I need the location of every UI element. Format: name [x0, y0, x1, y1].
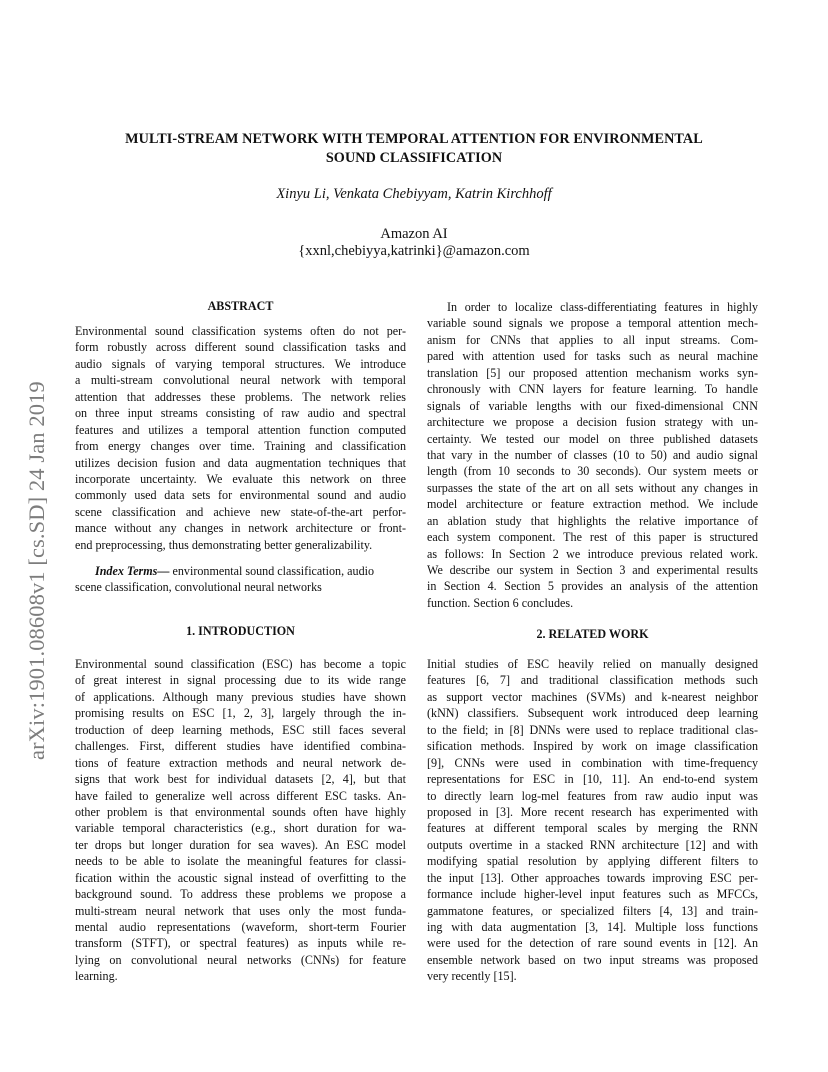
- intro-line: of applications. Although many previous studies have shown: [75, 689, 406, 704]
- intro-cont-line: chronously with CNN layers for feature learning. To handle: [427, 382, 758, 397]
- intro-line: mental audio representations (waveform, short-term Fourier: [75, 920, 406, 934]
- introduction-body: [75, 656, 406, 985]
- related-line: as support vector machines (SVMs) and k-nearest neighbor: [427, 689, 758, 704]
- abstract-body: [75, 323, 406, 553]
- related-line: representations for ESC in [10, 11]. An end-to-end system: [427, 772, 758, 787]
- index-terms-line-1: [75, 563, 406, 579]
- related-line: to the field; in [8] DNNs were used to replace traditional clas-: [427, 722, 758, 737]
- intro-cont-line: certainty. We tested our model on three published datasets: [427, 431, 758, 446]
- abstract-line: scene classification and achieve new state-of-the-art perfor-: [75, 504, 406, 519]
- author-list: Xinyu Li, Venkata Chebiyyam, Katrin Kirchhoff: [276, 186, 552, 202]
- author-emails: {xxnl,chebiyya,katrinki}@amazon.com: [298, 243, 530, 259]
- affiliation-block: [60, 226, 768, 260]
- intro-line: fication within the acoustic signal instead of overfitting to the: [75, 870, 406, 885]
- related-line: were used for the detection of rare sound events in [12]. An: [427, 936, 758, 951]
- abstract-line: attention that addresses these problems. The network relies: [75, 389, 406, 404]
- index-terms-line-2: scene classification, convolutional neural networks: [75, 580, 322, 595]
- index-terms: [75, 563, 406, 596]
- related-line: sification methods. Inspired by work on image classification: [427, 739, 758, 754]
- intro-line: Environmental sound classification (ESC) has become a topic: [75, 657, 406, 671]
- intro-cont-line: function. Section 6 concludes.: [427, 595, 574, 610]
- intro-cont-line: an ablation study that highlights the relative importance of: [427, 513, 758, 528]
- abstract-line: audio signals of varying temporal structures. We introduce: [75, 356, 406, 371]
- related-line: the input [13]. Other approaches towards improving ESC per-: [427, 870, 758, 885]
- related-line: features [6, 7] and traditional classification methods such: [427, 673, 758, 688]
- intro-cont-line: surpasses the state of the art on all sets without any changes in: [427, 480, 758, 495]
- related-line: gammatone features, or specialized filters [4, 13] and train-: [427, 903, 758, 918]
- intro-cont-line: each system component. The rest of this paper is structured: [427, 530, 758, 545]
- related-line: Initial studies of ESC heavily relied on manually designed: [427, 657, 758, 671]
- intro-line: background sound. To address these problems we propose a: [75, 887, 406, 902]
- related-line: proposed in [3]. More recent research has experimented with: [427, 804, 758, 819]
- intro-cont-line: length (from 10 seconds to 30 seconds). Our system meets or: [427, 464, 758, 479]
- intro-line: tions of feature extraction methods and neural network de-: [75, 755, 406, 770]
- related-work-heading: 2. RELATED WORK: [536, 627, 649, 641]
- abstract-line: form robustly across different sound classification tasks and: [75, 340, 406, 355]
- intro-cont-line: model architecture or feature extraction method. We include: [427, 497, 758, 512]
- intro-cont-line: signals of variable lengths with our fixed-dimensional CNN: [427, 398, 758, 413]
- related-line: formance include higher-level input features such as MFCCs,: [427, 887, 758, 902]
- related-line: modifying spatial resolution by applying different filters to: [427, 854, 758, 869]
- abstract-line: utilizes decision fusion and data augmentation techniques that: [75, 455, 406, 470]
- index-terms-text-1: environmental sound classification, audio: [169, 564, 375, 578]
- intro-line: promising results on ESC [1, 2, 3], largely through the in-: [75, 706, 406, 721]
- intro-cont-line: In order to localize class-differentiating features in highly: [447, 300, 758, 314]
- intro-line: variable temporal characteristics (e.g., short duration for wa-: [75, 821, 406, 836]
- intro-line: have failed to generalize well across different ESC tasks. An-: [75, 788, 406, 803]
- introduction-heading: 1. INTRODUCTION: [186, 624, 295, 638]
- related-line: ing with data augmentation [3, 14]. Multiple loss functions: [427, 920, 758, 934]
- related-line: [9], CNNs were used in combination with time-frequency: [427, 755, 758, 770]
- abstract-line: commonly used data sets for environmental sound and audio: [75, 488, 406, 503]
- intro-line: learning.: [75, 969, 118, 984]
- abstract-line: mance without any changes in network architecture or front-: [75, 521, 406, 536]
- abstract-line: end preprocessing, thus demonstrating better generalizability.: [75, 537, 373, 552]
- abstract-line: on three input streams consisting of raw audio and spectral: [75, 406, 406, 421]
- title-line-2: SOUND CLASSIFICATION: [325, 150, 503, 166]
- intro-line: ter drops but longer duration for sea waves). An ESC model: [75, 837, 406, 852]
- affiliation: Amazon AI: [380, 226, 448, 242]
- intro-line: needs to be able to isolate the meaningful features for classi-: [75, 854, 406, 869]
- related-line: to directly learn log-mel features from raw audio input was: [427, 788, 758, 803]
- related-line: ensemble network based on two input streams was proposed: [427, 952, 758, 967]
- intro-cont-line: architecture we propose a decision fusion strategy with un-: [427, 415, 758, 430]
- intro-line: challenges. First, different studies have identified combina-: [75, 739, 406, 754]
- abstract-line: incorporate uncertainty. We evaluate this network on three: [75, 471, 406, 486]
- intro-line: of great interest in signal processing due to its wide range: [75, 673, 406, 688]
- related-line: features at different temporal scales by merging the RNN: [427, 821, 758, 836]
- index-terms-label: Index Terms—: [95, 564, 170, 578]
- related-line: very recently [15].: [427, 969, 517, 984]
- abstract-line: Environmental sound classification systems often do not per-: [75, 324, 406, 338]
- intro-cont-line: in Section 4. Section 5 provides an analysis of the attention: [427, 579, 758, 594]
- abstract-line: features and utilizes a temporal attention function computed: [75, 422, 406, 437]
- intro-line: transform (STFT), or spectral features) as inputs while re-: [75, 936, 406, 951]
- intro-cont-line: We describe our system in Section 3 and experimental results: [427, 563, 758, 577]
- intro-cont-line: pared with attention used for tasks such as neural machine: [427, 349, 758, 364]
- abstract-line: a multi-stream convolutional neural network with temporal: [75, 373, 406, 388]
- paper-title: [60, 130, 768, 168]
- arxiv-side-stamp: arXiv:1901.08608v1 [cs.SD] 24 Jan 2019: [24, 381, 49, 760]
- related-line: outputs overtime in a stacked RNN architecture [12] and with: [427, 837, 758, 852]
- intro-cont-line: that vary in the number of classes (10 to 50) and audio signal: [427, 447, 758, 462]
- intro-cont-line: as follows: In Section 2 we introduce previous related work.: [427, 546, 758, 561]
- intro-cont-line: anism for CNNs that applies to all input streams. Com-: [427, 332, 758, 347]
- intro-line: troduction of deep learning methods, ESC still faces several: [75, 722, 406, 737]
- abstract-heading: ABSTRACT: [207, 299, 274, 313]
- intro-line: other problem is that environmental sounds often have highly: [75, 804, 406, 819]
- intro-line: multi-stream neural network that uses only the most funda-: [75, 903, 406, 918]
- intro-cont-line: translation [5] our proposed attention mechanism works syn-: [427, 365, 758, 380]
- abstract-line: from energy changes over time. Training and classification: [75, 439, 406, 454]
- intro-cont-line: variable sound signals we propose a temporal attention mech-: [427, 316, 758, 331]
- related-line: (kNN) classifiers. Subsequent work introduced deep learning: [427, 706, 758, 721]
- related-work-body: [427, 656, 758, 985]
- intro-line: signs that work best for individual datasets [2, 4], but that: [75, 772, 406, 787]
- title-line-1: MULTI-STREAM NETWORK WITH TEMPORAL ATTENTION FOR ENVIRONMENTAL: [125, 131, 703, 147]
- introduction-continued: [427, 299, 758, 611]
- intro-line: lying on convolutional neural networks (CNNs) for feature: [75, 952, 406, 967]
